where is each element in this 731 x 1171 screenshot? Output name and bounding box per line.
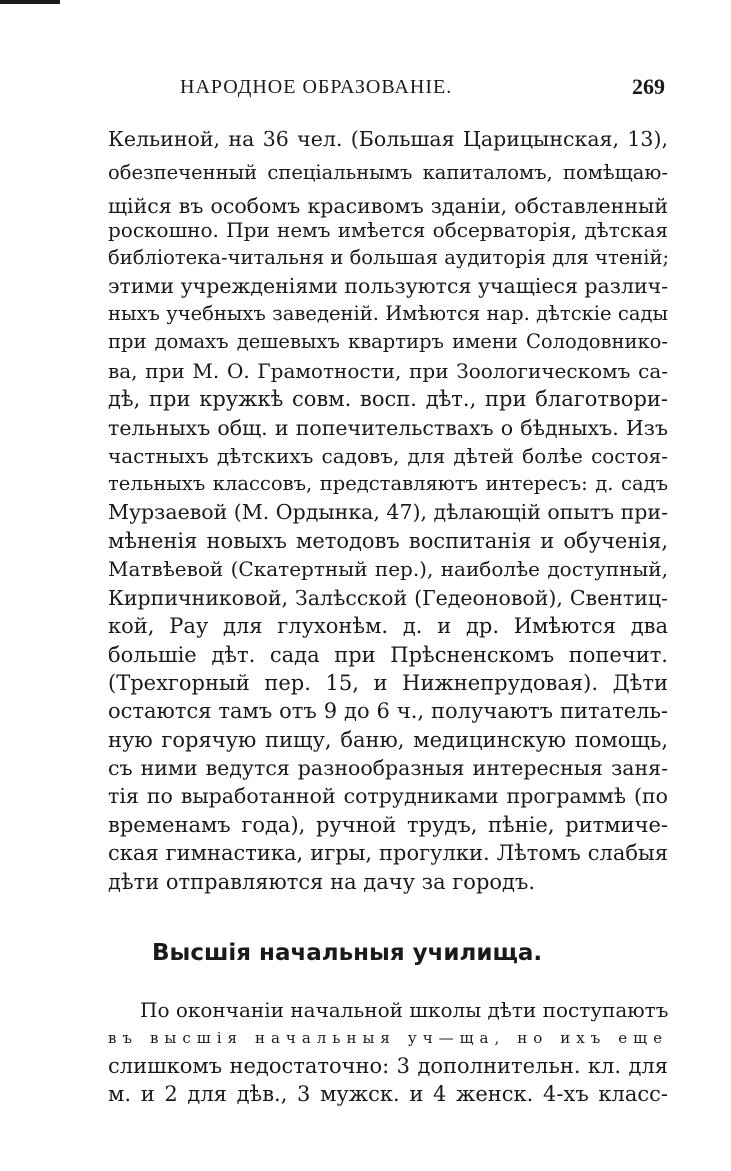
text-line-last: дѣти отправляются на дачу за городъ. bbox=[108, 870, 536, 894]
page-number: 269 bbox=[632, 74, 665, 99]
text-line: обезпеченный спеціальнымъ капиталомъ, помѣщаю- bbox=[108, 161, 668, 184]
text-line: этими учрежденіями пользуются учащіеся различ- bbox=[108, 274, 669, 298]
section-heading: Высшія начальныя училища. bbox=[152, 940, 543, 966]
text-line: съ ними ведутся разнообразныя интересныя заня- bbox=[108, 756, 668, 780]
text-line: остаются тамъ отъ 9 до 6 ч., получаютъ питатель- bbox=[108, 699, 668, 723]
text-line: м. и 2 для дѣв., 3 мужск. и 4 женск. 4-хъ класс- bbox=[108, 1082, 668, 1106]
text-line: По окончаніи начальной школы дѣти поступаютъ bbox=[140, 998, 669, 1022]
text-line: ную горячую пищу, баню, медицинскую помощь, bbox=[108, 728, 668, 752]
text-line: ва, при М. О. Грамотности, при Зоологическомъ са- bbox=[108, 359, 668, 383]
text-line: временамъ года), ручной трудъ, пѣніе, ритмиче- bbox=[108, 813, 668, 837]
text-line: при домахъ дешевыхъ квартиръ имени Солодовнико- bbox=[108, 330, 668, 353]
text-line: мѣненія новыхъ методовъ воспитанія и обученія, bbox=[108, 529, 668, 553]
text-line: роскошно. При немъ имѣется обсерваторія, дѣтская bbox=[108, 218, 668, 242]
text-line: ская гимнастика, игры, прогулки. Лѣтомъ слабыя bbox=[108, 841, 668, 865]
text-line: тельныхъ общ. и попечительствахъ о бѣдныхъ. Изъ bbox=[108, 416, 668, 440]
top-edge-rule bbox=[0, 0, 60, 4]
text-line: частныхъ дѣтскихъ садовъ, для дѣтей болѣе состоя- bbox=[108, 444, 668, 468]
text-line: дѣ, при кружкѣ совм. восп. дѣт., при благотвори- bbox=[108, 387, 668, 411]
text-line: въ высшія начальныя уч—ща, но ихъ еще bbox=[108, 1029, 668, 1047]
text-line: Кельиной, на 36 чел. (Большая Царицынская, 13), bbox=[108, 127, 668, 151]
running-title: НАРОДНОЕ ОБРАЗОВАНІЕ. bbox=[180, 76, 453, 98]
text-line: тія по выработанной сотрудниками программѣ (по bbox=[108, 784, 668, 808]
text-line: щійся въ особомъ красивомъ зданіи, обставленный bbox=[108, 194, 668, 218]
text-line: кой, Рау для глухонѣм. д. и др. Имѣются два bbox=[108, 614, 668, 638]
text-line: Мурзаевой (М. Ордынка, 47), дѣлающій опытъ при- bbox=[108, 500, 668, 524]
text-line: библіотека-читальня и большая аудиторія для чтеній; bbox=[108, 246, 670, 269]
text-line: слишкомъ недостаточно: 3 дополнительн. кл. для bbox=[108, 1054, 668, 1078]
text-line: Кирпичниковой, Залѣсской (Гедеоновой), Свентиц- bbox=[108, 586, 668, 610]
text-line: большіе дѣт. сада при Прѣсненскомъ попечит. bbox=[108, 643, 668, 667]
text-line: ныхъ учебныхъ заведеній. Имѣются нар. дѣтскіе сады bbox=[108, 302, 668, 325]
text-line: тельныхъ классовъ, представляютъ интересъ: д. садъ bbox=[108, 472, 668, 495]
text-line: (Трехгорный пер. 15, и Нижнепрудовая). Дѣти bbox=[108, 671, 668, 695]
text-line: Матвѣевой (Скатертный пер.), наиболѣе доступный, bbox=[108, 557, 668, 581]
